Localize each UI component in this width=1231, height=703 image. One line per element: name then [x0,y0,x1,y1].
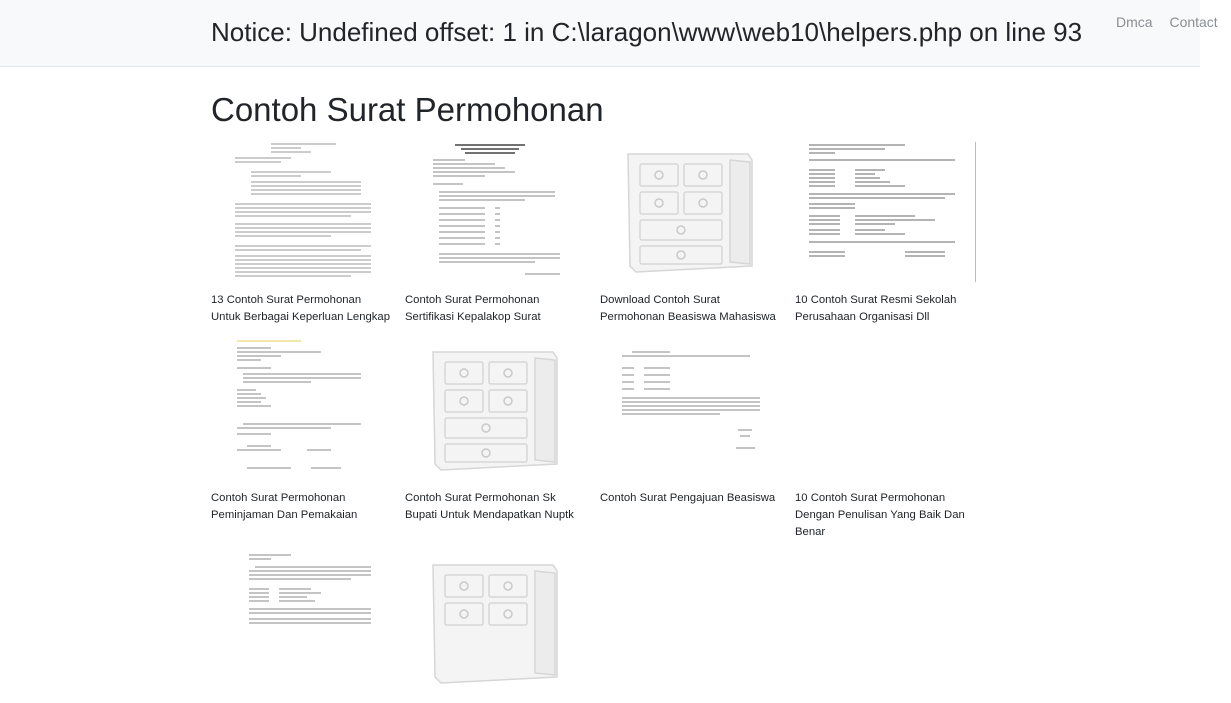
card-caption[interactable]: 10 Contoh Surat Resmi Sekolah Perusahaan Organisasi Dll [795,294,957,323]
top-navbar [0,0,1218,67]
gallery-card[interactable] [211,340,391,524]
letter-image [211,553,391,693]
nav-link-dmca[interactable]: Dmca [1116,14,1153,30]
gallery-card[interactable] [405,142,585,326]
php-notice: Notice: Undefined offset: 1 in C:\laragon\www\web10\helpers.php on line 93 [211,17,1083,47]
card-caption[interactable]: 13 Contoh Surat Permohonan Untuk Berbagai Keperluan Lengkap [211,294,390,323]
letter-thumbnail[interactable] [211,553,391,693]
letter-thumbnail[interactable] [211,340,391,480]
gallery-card[interactable] [795,340,975,541]
card-caption[interactable]: 10 Contoh Surat Permohonan Dengan Penulisan Yang Baik Dan Benar [795,492,965,538]
nav-links [1116,14,1231,30]
gallery-card[interactable] [795,142,975,326]
blank-thumbnail[interactable] [795,340,975,480]
gallery-card[interactable] [600,340,780,507]
card-caption[interactable]: Contoh Surat Pengajuan Beasiswa [600,492,776,504]
card-caption[interactable]: Contoh Surat Permohonan Peminjaman Dan Pemakaian [211,492,358,521]
letter-image [211,340,391,480]
nav-link-contact[interactable]: Contact [1169,14,1218,30]
gallery-card[interactable] [405,340,585,524]
letter-image [795,142,975,282]
dresser-thumbnail[interactable] [600,142,780,282]
page-title: Contoh Surat Permohonan [211,91,604,128]
card-caption[interactable]: Download Contoh Surat Permohonan Beasiswa Mahasiswa [600,294,776,323]
gallery-card[interactable] [405,553,585,703]
dresser-image [600,142,780,282]
gallery-card[interactable] [211,142,391,326]
dresser-thumbnail[interactable] [405,553,585,693]
gallery-card[interactable] [600,142,780,326]
letter-thumbnail[interactable] [600,340,780,480]
letter-image [405,142,585,282]
gallery-card[interactable] [211,553,391,703]
letter-thumbnail[interactable] [211,142,391,282]
card-caption[interactable]: Contoh Surat Permohonan Sertifikasi Kepalakop Surat [405,294,541,323]
letter-image [211,142,391,282]
letter-thumbnail[interactable] [795,142,976,282]
card-caption[interactable]: Contoh Surat Permohonan Sk Bupati Untuk Mendapatkan Nuptk [405,492,574,521]
dresser-image [405,553,585,693]
dresser-image [405,340,585,480]
letter-image [600,340,780,480]
letter-thumbnail[interactable] [405,142,585,282]
dresser-thumbnail[interactable] [405,340,585,480]
